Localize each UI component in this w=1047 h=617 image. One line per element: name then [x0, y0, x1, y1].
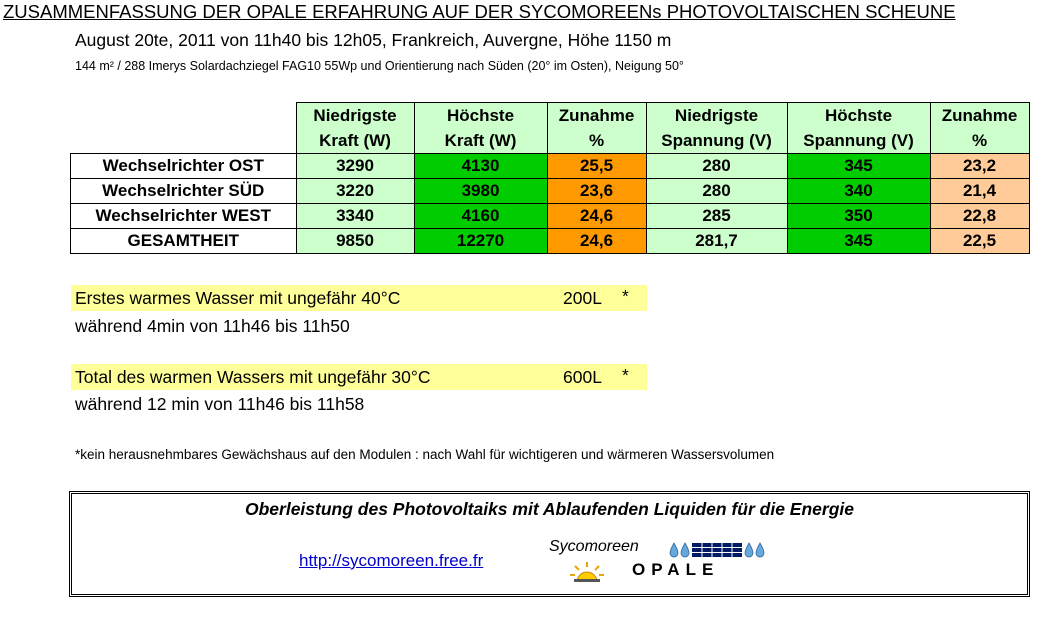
cell-min-power: 3340 [296, 204, 414, 229]
total-water-duration: während 12 min von 11h46 bis 11h58 [75, 394, 365, 414]
table-row-total [71, 229, 1030, 254]
cell-power-increase: 24,6 [547, 204, 646, 229]
results-table [70, 102, 1030, 254]
cell-max-power: 4160 [414, 204, 547, 229]
cell-max-power: 12270 [414, 229, 547, 254]
footer-title: Oberleistung des Photovoltaiks mit Ablaufenden Liquiden für die Energie [244, 499, 854, 519]
cell-voltage-increase: 21,4 [930, 179, 1029, 204]
table-row [71, 204, 1030, 229]
cell-power-increase: 23,6 [547, 179, 646, 204]
cell-max-voltage: 350 [787, 204, 930, 229]
cell-max-voltage: 345 [787, 154, 930, 179]
header-voltage-increase: Zunahme [930, 103, 1029, 129]
website-link[interactable]: http://sycomoreen.free.fr [299, 551, 484, 570]
cell-max-power: 4130 [414, 154, 547, 179]
table-row [71, 154, 1030, 179]
page-title: ZUSAMMENFASSUNG DER OPALE ERFAHRUNG AUF DER SYCOMOREENs PHOTOVOLTAISCHEN SCHEUNE [3, 1, 956, 22]
header-max-voltage: Höchste [787, 103, 930, 129]
cell-min-power: 3290 [296, 154, 414, 179]
installation-spec: 144 m² / 288 Imerys Solardachziegel FAG10 55Wp und Orientierung nach Süden (20° im Osten), Neigung 50° [75, 59, 684, 73]
cell-min-voltage: 280 [646, 154, 787, 179]
logo-opale: OPALE [632, 560, 720, 579]
header-power-increase: Zunahme [547, 103, 646, 129]
cell-min-voltage: 280 [646, 179, 787, 204]
table-row [71, 179, 1030, 204]
cell-max-voltage: 340 [787, 179, 930, 204]
header-max-power: Höchste [414, 103, 547, 129]
cell-min-voltage: 285 [646, 204, 787, 229]
header-min-power: Niedrigste [296, 103, 414, 129]
cell-voltage-increase: 22,5 [930, 229, 1029, 254]
water-drop-icon [744, 541, 766, 564]
cell-max-power: 3980 [414, 179, 547, 204]
cell-min-power: 3220 [296, 179, 414, 204]
footnote: *kein herausnehmbares Gewächshaus auf den Modulen : nach Wahl für wichtigeren und wärmeren Wassersvolumen [75, 447, 775, 462]
header-power-increase-unit: % [547, 128, 646, 154]
header-max-power-unit: Kraft (W) [414, 128, 547, 154]
first-water-text: Erstes warmes Wasser mit ungefähr 40°C [75, 288, 401, 308]
total-water-text: Total des warmen Wassers mit ungefähr 30°C [75, 367, 431, 387]
header-min-power-unit: Kraft (W) [296, 128, 414, 154]
footer-box [69, 491, 1030, 597]
cell-power-increase: 25,5 [547, 154, 646, 179]
row-label: Wechselrichter WEST [71, 204, 297, 229]
cell-power-increase: 24,6 [547, 229, 646, 254]
first-water-mark: * [622, 286, 629, 306]
header-voltage-increase-unit: % [930, 128, 1029, 154]
row-label: GESAMTHEIT [71, 229, 297, 254]
logo-name: Sycomoreen [549, 538, 639, 555]
sun-icon [566, 560, 608, 587]
cell-voltage-increase: 23,2 [930, 154, 1029, 179]
cell-min-voltage: 281,7 [646, 229, 787, 254]
subtitle: August 20te, 2011 von 11h40 bis 12h05, Frankreich, Auvergne, Höhe 1150 m [75, 30, 672, 50]
header-min-voltage-unit: Spannung (V) [646, 128, 787, 154]
first-water-volume: 200L [563, 288, 602, 308]
cell-max-voltage: 345 [787, 229, 930, 254]
table-corner [71, 103, 297, 154]
cell-voltage-increase: 22,8 [930, 204, 1029, 229]
row-label: Wechselrichter OST [71, 154, 297, 179]
total-water-volume: 600L [563, 367, 602, 387]
table-header-row-top [71, 103, 1030, 129]
total-water-mark: * [622, 365, 629, 385]
header-min-voltage: Niedrigste [646, 103, 787, 129]
row-label: Wechselrichter SÜD [71, 179, 297, 204]
first-water-duration: während 4min von 11h46 bis 11h50 [75, 316, 350, 336]
header-max-voltage-unit: Spannung (V) [787, 128, 930, 154]
cell-min-power: 9850 [296, 229, 414, 254]
